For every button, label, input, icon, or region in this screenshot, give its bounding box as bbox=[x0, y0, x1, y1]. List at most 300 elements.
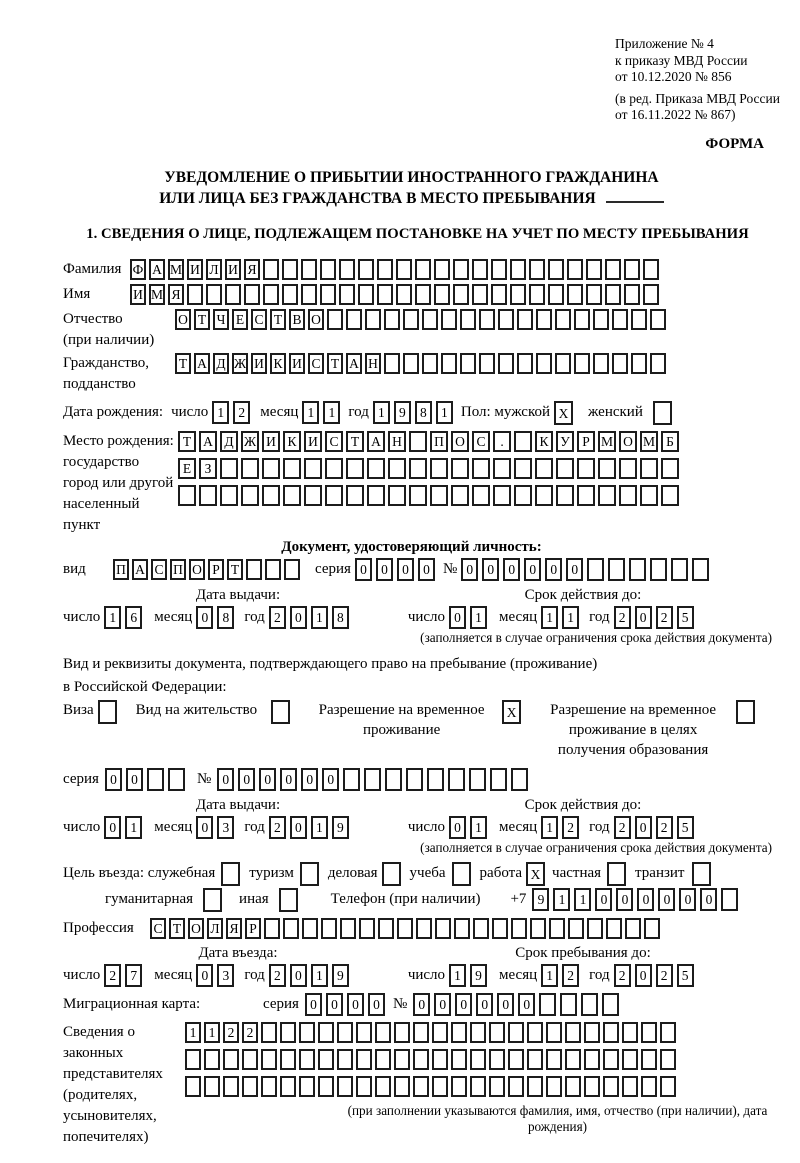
char-box[interactable]: 0 bbox=[482, 558, 499, 581]
purpose-private-checkbox[interactable] bbox=[607, 862, 629, 886]
char-box[interactable] bbox=[304, 485, 322, 506]
char-box[interactable] bbox=[283, 485, 301, 506]
purpose-work-checkbox[interactable] bbox=[526, 862, 548, 886]
char-box[interactable] bbox=[452, 862, 471, 886]
char-box[interactable]: Я bbox=[168, 284, 184, 305]
char-box[interactable]: 2 bbox=[223, 1022, 239, 1043]
char-box[interactable] bbox=[453, 284, 469, 305]
char-box[interactable] bbox=[406, 768, 423, 791]
char-box[interactable] bbox=[510, 284, 526, 305]
char-box[interactable] bbox=[527, 1049, 543, 1070]
char-box[interactable] bbox=[565, 1049, 581, 1070]
char-box[interactable] bbox=[608, 558, 625, 581]
char-box[interactable]: Ж bbox=[232, 353, 248, 374]
char-box[interactable] bbox=[491, 259, 507, 280]
char-box[interactable] bbox=[622, 1076, 638, 1097]
char-box[interactable]: 2 bbox=[656, 816, 673, 839]
birth-day-field[interactable] bbox=[212, 401, 254, 424]
char-box[interactable]: 0 bbox=[326, 993, 343, 1016]
char-box[interactable] bbox=[560, 993, 577, 1016]
char-box[interactable]: 1 bbox=[470, 816, 487, 839]
char-box[interactable]: 9 bbox=[394, 401, 411, 424]
char-box[interactable]: Н bbox=[365, 353, 381, 374]
char-box[interactable] bbox=[359, 918, 375, 939]
char-box[interactable] bbox=[498, 309, 514, 330]
char-box[interactable] bbox=[472, 284, 488, 305]
char-box[interactable] bbox=[511, 768, 528, 791]
residence-permit-checkbox[interactable] bbox=[271, 700, 293, 724]
char-box[interactable]: О bbox=[188, 918, 204, 939]
char-box[interactable] bbox=[453, 259, 469, 280]
char-box[interactable]: З bbox=[199, 458, 217, 479]
char-box[interactable]: 0 bbox=[196, 816, 213, 839]
char-box[interactable] bbox=[508, 1076, 524, 1097]
char-box[interactable] bbox=[529, 284, 545, 305]
char-box[interactable]: 1 bbox=[185, 1022, 201, 1043]
char-box[interactable] bbox=[409, 431, 427, 452]
char-box[interactable]: Л bbox=[206, 259, 222, 280]
char-box[interactable] bbox=[299, 1022, 315, 1043]
char-box[interactable] bbox=[622, 1022, 638, 1043]
female-checkbox[interactable] bbox=[653, 401, 675, 425]
doc-issue-day-field[interactable] bbox=[104, 606, 146, 629]
char-box[interactable] bbox=[441, 309, 457, 330]
char-box[interactable]: 9 bbox=[532, 888, 549, 911]
permit-valid-day-field[interactable] bbox=[449, 816, 491, 839]
char-box[interactable] bbox=[422, 309, 438, 330]
char-box[interactable]: 0 bbox=[217, 768, 234, 791]
phone-field[interactable] bbox=[532, 888, 742, 911]
char-box[interactable] bbox=[586, 284, 602, 305]
char-box[interactable] bbox=[413, 1022, 429, 1043]
char-box[interactable] bbox=[555, 309, 571, 330]
doc-type-field[interactable] bbox=[113, 559, 303, 580]
char-box[interactable] bbox=[403, 309, 419, 330]
char-box[interactable]: 6 bbox=[125, 606, 142, 629]
char-box[interactable]: 2 bbox=[269, 816, 286, 839]
char-box[interactable]: М bbox=[168, 259, 184, 280]
char-box[interactable] bbox=[602, 993, 619, 1016]
char-box[interactable] bbox=[619, 485, 637, 506]
doc-valid-day-field[interactable] bbox=[449, 606, 491, 629]
char-box[interactable] bbox=[650, 309, 666, 330]
char-box[interactable] bbox=[539, 993, 556, 1016]
char-box[interactable]: 1 bbox=[541, 816, 558, 839]
char-box[interactable] bbox=[262, 458, 280, 479]
char-box[interactable] bbox=[318, 1022, 334, 1043]
char-box[interactable]: С bbox=[325, 431, 343, 452]
char-box[interactable]: 1 bbox=[311, 606, 328, 629]
char-box[interactable]: Д bbox=[213, 353, 229, 374]
purpose-business-checkbox[interactable] bbox=[382, 862, 404, 886]
char-box[interactable]: 2 bbox=[614, 606, 631, 629]
char-box[interactable]: 2 bbox=[656, 964, 673, 987]
char-box[interactable] bbox=[283, 918, 299, 939]
char-box[interactable] bbox=[187, 284, 203, 305]
char-box[interactable]: 1 bbox=[373, 401, 390, 424]
char-box[interactable] bbox=[489, 1049, 505, 1070]
char-box[interactable] bbox=[168, 768, 185, 791]
char-box[interactable]: 0 bbox=[524, 558, 541, 581]
char-box[interactable] bbox=[641, 1076, 657, 1097]
surname-field[interactable] bbox=[130, 259, 662, 280]
char-box[interactable] bbox=[441, 353, 457, 374]
doc-valid-month-field[interactable] bbox=[541, 606, 583, 629]
char-box[interactable] bbox=[470, 1076, 486, 1097]
char-box[interactable]: 1 bbox=[541, 964, 558, 987]
char-box[interactable] bbox=[356, 1076, 372, 1097]
char-box[interactable]: О bbox=[308, 309, 324, 330]
char-box[interactable]: 0 bbox=[290, 816, 307, 839]
char-box[interactable] bbox=[430, 458, 448, 479]
char-box[interactable]: Р bbox=[245, 918, 261, 939]
char-box[interactable] bbox=[527, 1076, 543, 1097]
char-box[interactable]: X bbox=[502, 700, 521, 724]
char-box[interactable] bbox=[514, 431, 532, 452]
permit-issue-year-field[interactable] bbox=[269, 816, 353, 839]
migcard-number-field[interactable] bbox=[413, 993, 623, 1016]
char-box[interactable]: 1 bbox=[574, 888, 591, 911]
char-box[interactable]: Т bbox=[270, 309, 286, 330]
char-box[interactable]: Т bbox=[227, 559, 243, 580]
char-box[interactable]: Ф bbox=[130, 259, 146, 280]
char-box[interactable] bbox=[511, 918, 527, 939]
char-box[interactable] bbox=[548, 284, 564, 305]
char-box[interactable] bbox=[280, 1022, 296, 1043]
char-box[interactable] bbox=[517, 353, 533, 374]
char-box[interactable] bbox=[244, 284, 260, 305]
char-box[interactable]: О bbox=[451, 431, 469, 452]
char-box[interactable] bbox=[394, 1049, 410, 1070]
char-box[interactable] bbox=[469, 768, 486, 791]
char-box[interactable]: 3 bbox=[217, 816, 234, 839]
char-box[interactable] bbox=[660, 1076, 676, 1097]
char-box[interactable]: 8 bbox=[217, 606, 234, 629]
char-box[interactable] bbox=[346, 485, 364, 506]
char-box[interactable] bbox=[223, 1076, 239, 1097]
doc-series-field[interactable] bbox=[355, 558, 439, 581]
permit-series-field[interactable] bbox=[105, 768, 189, 791]
char-box[interactable] bbox=[185, 1049, 201, 1070]
char-box[interactable]: И bbox=[262, 431, 280, 452]
char-box[interactable]: С bbox=[150, 918, 166, 939]
char-box[interactable]: П bbox=[113, 559, 129, 580]
char-box[interactable]: А bbox=[149, 259, 165, 280]
char-box[interactable]: 0 bbox=[413, 993, 430, 1016]
char-box[interactable] bbox=[263, 284, 279, 305]
char-box[interactable] bbox=[605, 259, 621, 280]
char-box[interactable] bbox=[606, 918, 622, 939]
char-box[interactable] bbox=[640, 485, 658, 506]
char-box[interactable]: И bbox=[304, 431, 322, 452]
char-box[interactable] bbox=[514, 485, 532, 506]
char-box[interactable] bbox=[508, 1022, 524, 1043]
char-box[interactable] bbox=[262, 485, 280, 506]
char-box[interactable]: 9 bbox=[332, 964, 349, 987]
char-box[interactable] bbox=[358, 284, 374, 305]
birth-month-field[interactable] bbox=[302, 401, 344, 424]
char-box[interactable] bbox=[337, 1022, 353, 1043]
char-box[interactable]: 0 bbox=[301, 768, 318, 791]
char-box[interactable] bbox=[409, 458, 427, 479]
char-box[interactable] bbox=[98, 700, 117, 724]
char-box[interactable] bbox=[489, 1022, 505, 1043]
char-box[interactable] bbox=[568, 918, 584, 939]
char-box[interactable]: 7 bbox=[125, 964, 142, 987]
char-box[interactable] bbox=[409, 485, 427, 506]
char-box[interactable] bbox=[555, 353, 571, 374]
birthplace-line2-field[interactable] bbox=[178, 458, 682, 479]
char-box[interactable] bbox=[325, 485, 343, 506]
char-box[interactable] bbox=[432, 1022, 448, 1043]
char-box[interactable] bbox=[358, 259, 374, 280]
char-box[interactable] bbox=[299, 1076, 315, 1097]
char-box[interactable] bbox=[415, 284, 431, 305]
char-box[interactable]: 0 bbox=[280, 768, 297, 791]
char-box[interactable]: 0 bbox=[461, 558, 478, 581]
char-box[interactable] bbox=[327, 309, 343, 330]
char-box[interactable] bbox=[337, 1049, 353, 1070]
legal-line1-field[interactable] bbox=[185, 1022, 800, 1043]
char-box[interactable] bbox=[535, 458, 553, 479]
char-box[interactable] bbox=[427, 768, 444, 791]
char-box[interactable] bbox=[574, 309, 590, 330]
char-box[interactable] bbox=[271, 700, 290, 724]
char-box[interactable] bbox=[584, 1049, 600, 1070]
char-box[interactable] bbox=[204, 1049, 220, 1070]
char-box[interactable]: 0 bbox=[545, 558, 562, 581]
char-box[interactable]: У bbox=[556, 431, 574, 452]
char-box[interactable]: Т bbox=[327, 353, 343, 374]
char-box[interactable] bbox=[660, 1049, 676, 1070]
char-box[interactable] bbox=[587, 558, 604, 581]
char-box[interactable]: Т bbox=[178, 431, 196, 452]
char-box[interactable]: 0 bbox=[635, 964, 652, 987]
char-box[interactable] bbox=[413, 1076, 429, 1097]
char-box[interactable] bbox=[546, 1022, 562, 1043]
char-box[interactable]: 2 bbox=[562, 816, 579, 839]
stay-year-field[interactable] bbox=[614, 964, 698, 987]
char-box[interactable] bbox=[282, 259, 298, 280]
permit-valid-month-field[interactable] bbox=[541, 816, 583, 839]
char-box[interactable] bbox=[644, 918, 660, 939]
char-box[interactable] bbox=[339, 259, 355, 280]
char-box[interactable] bbox=[356, 1049, 372, 1070]
char-box[interactable] bbox=[220, 485, 238, 506]
char-box[interactable] bbox=[261, 1076, 277, 1097]
char-box[interactable] bbox=[304, 458, 322, 479]
male-checkbox[interactable] bbox=[554, 401, 576, 425]
char-box[interactable]: 0 bbox=[397, 558, 414, 581]
char-box[interactable]: 0 bbox=[449, 606, 466, 629]
char-box[interactable] bbox=[242, 1049, 258, 1070]
char-box[interactable] bbox=[378, 918, 394, 939]
char-box[interactable]: 0 bbox=[355, 558, 372, 581]
char-box[interactable] bbox=[508, 1049, 524, 1070]
char-box[interactable] bbox=[498, 353, 514, 374]
char-box[interactable]: 0 bbox=[259, 768, 276, 791]
char-box[interactable] bbox=[221, 862, 240, 886]
char-box[interactable]: 1 bbox=[311, 816, 328, 839]
char-box[interactable] bbox=[435, 918, 451, 939]
purpose-tourism-checkbox[interactable] bbox=[300, 862, 322, 886]
char-box[interactable] bbox=[527, 1022, 543, 1043]
char-box[interactable]: 1 bbox=[436, 401, 453, 424]
char-box[interactable] bbox=[643, 259, 659, 280]
char-box[interactable]: 1 bbox=[323, 401, 340, 424]
char-box[interactable] bbox=[403, 353, 419, 374]
char-box[interactable]: 9 bbox=[332, 816, 349, 839]
char-box[interactable] bbox=[388, 458, 406, 479]
char-box[interactable] bbox=[325, 458, 343, 479]
char-box[interactable] bbox=[320, 259, 336, 280]
char-box[interactable] bbox=[282, 284, 298, 305]
char-box[interactable] bbox=[300, 862, 319, 886]
char-box[interactable]: 5 bbox=[677, 964, 694, 987]
char-box[interactable]: М bbox=[149, 284, 165, 305]
char-box[interactable] bbox=[671, 558, 688, 581]
char-box[interactable] bbox=[394, 1022, 410, 1043]
char-box[interactable]: 0 bbox=[497, 993, 514, 1016]
char-box[interactable] bbox=[660, 1022, 676, 1043]
char-box[interactable] bbox=[661, 458, 679, 479]
char-box[interactable] bbox=[586, 259, 602, 280]
name-field[interactable] bbox=[130, 284, 662, 305]
char-box[interactable] bbox=[384, 353, 400, 374]
char-box[interactable]: Т bbox=[346, 431, 364, 452]
doc-issue-year-field[interactable] bbox=[269, 606, 353, 629]
char-box[interactable]: 0 bbox=[238, 768, 255, 791]
char-box[interactable] bbox=[448, 768, 465, 791]
char-box[interactable]: 0 bbox=[635, 816, 652, 839]
char-box[interactable] bbox=[530, 918, 546, 939]
char-box[interactable]: 0 bbox=[455, 993, 472, 1016]
char-box[interactable]: 0 bbox=[126, 768, 143, 791]
char-box[interactable] bbox=[339, 284, 355, 305]
purpose-official-checkbox[interactable] bbox=[221, 862, 243, 886]
char-box[interactable] bbox=[641, 1022, 657, 1043]
char-box[interactable] bbox=[535, 485, 553, 506]
char-box[interactable] bbox=[631, 309, 647, 330]
char-box[interactable]: 2 bbox=[269, 606, 286, 629]
char-box[interactable]: Ч bbox=[213, 309, 229, 330]
char-box[interactable] bbox=[577, 458, 595, 479]
char-box[interactable]: 1 bbox=[449, 964, 466, 987]
char-box[interactable]: П bbox=[170, 559, 186, 580]
char-box[interactable] bbox=[650, 353, 666, 374]
char-box[interactable]: Т bbox=[194, 309, 210, 330]
char-box[interactable]: 0 bbox=[637, 888, 654, 911]
birthplace-line3-field[interactable] bbox=[178, 485, 682, 506]
char-box[interactable] bbox=[546, 1049, 562, 1070]
char-box[interactable] bbox=[242, 1076, 258, 1097]
char-box[interactable]: К bbox=[283, 431, 301, 452]
char-box[interactable]: 1 bbox=[553, 888, 570, 911]
char-box[interactable] bbox=[546, 1076, 562, 1097]
char-box[interactable] bbox=[470, 1049, 486, 1070]
char-box[interactable] bbox=[493, 485, 511, 506]
char-box[interactable] bbox=[549, 918, 565, 939]
char-box[interactable] bbox=[388, 485, 406, 506]
char-box[interactable]: 0 bbox=[105, 768, 122, 791]
migcard-series-field[interactable] bbox=[305, 993, 389, 1016]
char-box[interactable]: 1 bbox=[302, 401, 319, 424]
doc-issue-month-field[interactable] bbox=[196, 606, 238, 629]
char-box[interactable]: А bbox=[194, 353, 210, 374]
char-box[interactable] bbox=[603, 1076, 619, 1097]
char-box[interactable] bbox=[567, 259, 583, 280]
char-box[interactable]: О bbox=[619, 431, 637, 452]
char-box[interactable]: 0 bbox=[503, 558, 520, 581]
char-box[interactable]: И bbox=[251, 353, 267, 374]
char-box[interactable] bbox=[422, 353, 438, 374]
char-box[interactable]: М bbox=[598, 431, 616, 452]
char-box[interactable]: И bbox=[225, 259, 241, 280]
char-box[interactable]: Н bbox=[388, 431, 406, 452]
char-box[interactable]: В bbox=[289, 309, 305, 330]
birth-year-field[interactable] bbox=[373, 401, 457, 424]
char-box[interactable]: 0 bbox=[476, 993, 493, 1016]
char-box[interactable] bbox=[280, 1076, 296, 1097]
char-box[interactable] bbox=[593, 353, 609, 374]
char-box[interactable] bbox=[451, 458, 469, 479]
char-box[interactable] bbox=[346, 458, 364, 479]
char-box[interactable]: С bbox=[251, 309, 267, 330]
char-box[interactable]: 5 bbox=[677, 606, 694, 629]
char-box[interactable] bbox=[605, 284, 621, 305]
char-box[interactable] bbox=[264, 918, 280, 939]
char-box[interactable] bbox=[382, 862, 401, 886]
char-box[interactable]: 2 bbox=[562, 964, 579, 987]
char-box[interactable] bbox=[299, 1049, 315, 1070]
char-box[interactable] bbox=[265, 559, 281, 580]
char-box[interactable] bbox=[356, 1022, 372, 1043]
char-box[interactable] bbox=[493, 458, 511, 479]
char-box[interactable] bbox=[587, 918, 603, 939]
char-box[interactable] bbox=[375, 1049, 391, 1070]
char-box[interactable] bbox=[479, 353, 495, 374]
citizenship-field[interactable] bbox=[175, 353, 669, 374]
char-box[interactable] bbox=[565, 1022, 581, 1043]
stay-day-field[interactable] bbox=[449, 964, 491, 987]
char-box[interactable] bbox=[631, 353, 647, 374]
char-box[interactable] bbox=[574, 353, 590, 374]
char-box[interactable]: И bbox=[289, 353, 305, 374]
char-box[interactable] bbox=[451, 1022, 467, 1043]
char-box[interactable]: 2 bbox=[614, 816, 631, 839]
char-box[interactable]: 0 bbox=[104, 816, 121, 839]
doc-valid-year-field[interactable] bbox=[614, 606, 698, 629]
char-box[interactable]: О bbox=[175, 309, 191, 330]
purpose-humanitarian-checkbox[interactable] bbox=[203, 888, 225, 912]
char-box[interactable] bbox=[556, 458, 574, 479]
char-box[interactable] bbox=[364, 768, 381, 791]
char-box[interactable] bbox=[432, 1076, 448, 1097]
char-box[interactable] bbox=[473, 918, 489, 939]
char-box[interactable] bbox=[612, 353, 628, 374]
patronymic-field[interactable] bbox=[175, 309, 669, 330]
char-box[interactable] bbox=[346, 309, 362, 330]
char-box[interactable] bbox=[301, 259, 317, 280]
char-box[interactable] bbox=[397, 918, 413, 939]
char-box[interactable]: С bbox=[308, 353, 324, 374]
char-box[interactable] bbox=[612, 309, 628, 330]
char-box[interactable]: 0 bbox=[635, 606, 652, 629]
char-box[interactable] bbox=[470, 1022, 486, 1043]
char-box[interactable] bbox=[577, 485, 595, 506]
char-box[interactable] bbox=[263, 259, 279, 280]
profession-field[interactable] bbox=[150, 918, 663, 939]
